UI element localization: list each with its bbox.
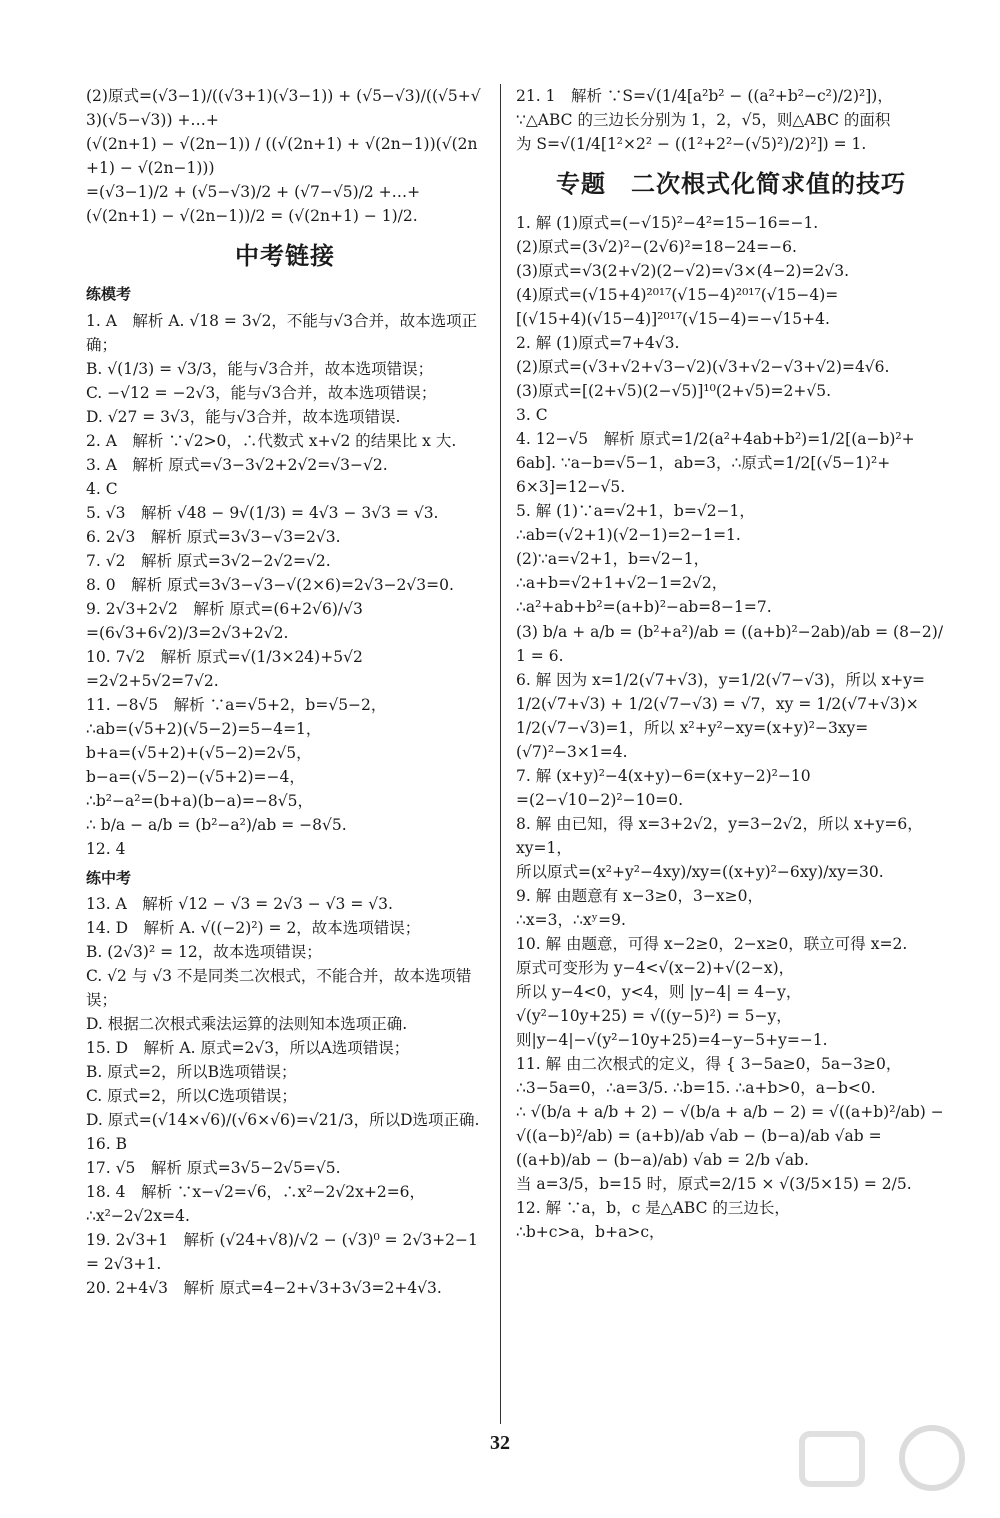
text-line: ∴ √(b/a + a/b + 2) − √(b/a + a/b − 2) = √((a+b)²/ab) −: [516, 1102, 944, 1121]
text-line: b−a=(√5−2)−(√5+2)=−4，: [86, 767, 305, 786]
text-line: D. 根据二次根式乘法运算的法则知本选项正确.: [86, 1015, 408, 1034]
text-line: 8. 0 解析 原式=3√3−√3−√(2×6)=2√3−2√3=0.: [86, 575, 454, 594]
answer-list-lianzhongkao: [86, 892, 484, 1300]
text-line: B. √(1/3) = √3/3，能与√3合并，故本选项错误；: [86, 359, 434, 378]
text-line: [(√15+4)(√15−4)]²⁰¹⁷(√15−4)=−√15+4.: [516, 310, 830, 329]
text-line: 6. 2√3 解析 原式=3√3−√3=2√3.: [86, 527, 341, 546]
text-line: 则|y−4|−√(y²−10y+25)=4−y−5+y=−1.: [516, 1030, 828, 1049]
text-line: 3. A 解析 原式=√3−3√2+2√2=√3−√2.: [86, 455, 388, 474]
text-line: 12. 4: [86, 839, 126, 858]
text-line: D. √27 = 3√3，能与√3合并，故本选项错误.: [86, 407, 401, 426]
text-line: 7. 解 (x+y)²−4(x+y)−6=(x+y−2)²−10: [516, 766, 811, 785]
section-title-zhongkao: 中考链接: [235, 242, 335, 271]
subheading-lianzhongkao: 练中考: [86, 868, 132, 887]
text-line: C. −√12 = −2√3，能与√3合并，故本选项错误；: [86, 383, 437, 402]
text-line: 4. C: [86, 479, 118, 498]
text-line: 19. 2√3+1 解析 (√24+√8)/√2 − (√3)⁰ = 2√3+2−1 = 2√3+1.: [86, 1231, 478, 1274]
text-line: ∴b²−a²=(b+a)(b−a)=−8√5，: [86, 791, 313, 810]
text-line: 16. B: [86, 1135, 127, 1154]
column-divider: [500, 84, 501, 1424]
text-line: 7. √2 解析 原式=3√2−2√2=√2.: [86, 551, 331, 570]
text-line: 10. 解 由题意，可得 x−2≥0，2−x≥0，联立可得 x=2.: [516, 934, 908, 953]
text-line: 11. 解 由二次根式的定义，得 { 3−5a≥0，5a−3≥0，: [516, 1054, 902, 1073]
text-line: 9. 2√3+2√2 解析 原式=(6+2√6)/√3: [86, 599, 363, 618]
left-intro: [86, 84, 484, 228]
text-line: 所以 y−4<0，y<4，则 |y−4| = 4−y，: [516, 982, 802, 1001]
text-line: D. 原式=(√14×√6)/(√6×√6)=√21/3，所以D选项正确.: [86, 1111, 480, 1130]
text-line: ((a+b)/ab − (b−a)/ab) √ab = 2/b √ab.: [516, 1150, 809, 1169]
text-line: 3. C: [516, 406, 548, 425]
text-line: 14. D 解析 A. √((−2)²) = 2，故本选项错误；: [86, 919, 421, 938]
text-line: (2)原式=(√3+√2+√3−√2)(√3+√2−√3+√2)=4√6.: [516, 358, 890, 377]
text-line: 1. A 解析 A. √18 = 3√2，不能与√3合并，故本选项正确；: [86, 311, 478, 354]
text-line: xy=1，: [516, 838, 572, 857]
text-line: ∴3−5a=0，∴a=3/5. ∴b=15. ∴a+b>0，a−b<0.: [516, 1078, 876, 1097]
text-line: ∴b+c>a，b+a>c，: [516, 1222, 665, 1241]
text-line: 当 a=3/5，b=15 时，原式=2/15 × √(3/5×15) = 2/5.: [516, 1174, 912, 1193]
text-line: 所以原式=(x²+y²−4xy)/xy=((x+y)²−6xy)/xy=30.: [516, 862, 884, 881]
text-line: 10. 7√2 解析 原式=√(1/3×24)+5√2: [86, 647, 363, 666]
text-line: 15. D 解析 A. 原式=2√3，所以A选项错误；: [86, 1039, 410, 1058]
text-line: (√(2n+1) − √(2n−1)) / ((√(2n+1) + √(2n−1))(√(2n+1) − √(2n−1))): [86, 135, 478, 178]
text-line: √((a−b)²/ab) = (a+b)/ab √ab − (b−a)/ab √ab =: [516, 1126, 882, 1145]
text-line: (√(2n+1) − √(2n−1))/2 = (√(2n+1) − 1)/2.: [86, 207, 418, 226]
answer-list-lianmokao: [86, 309, 484, 861]
text-line: =(2−√10−2)²−10=0.: [516, 790, 684, 809]
text-line: B. (2√3)² = 12，故本选项错误；: [86, 943, 322, 962]
text-line: 为 S=√(1/4[1²×2² − ((1²+2²−(√5)²)/2)²]) = 1.: [516, 135, 867, 154]
text-line: 20. 2+4√3 解析 原式=4−2+√3+3√3=2+4√3.: [86, 1279, 442, 1298]
text-line: ∴ab=(√2+1)(√2−1)=2−1=1.: [516, 526, 741, 545]
text-line: (2)原式=(√3−1)/((√3+1)(√3−1)) + (√5−√3)/((√5+√3)(√5−√3)) +…+: [86, 87, 481, 130]
answer-list-topic: [516, 211, 946, 1244]
watermark-logo: [782, 1414, 982, 1510]
text-line: 6×3]=12−√5.: [516, 478, 626, 497]
text-line: =(√3−1)/2 + (√5−√3)/2 + (√7−√5)/2 +…+: [86, 183, 421, 202]
section-title-topic: 专题 二次根式化简求值的技巧: [556, 170, 906, 199]
left-column: [86, 84, 484, 1300]
text-line: 13. A 解析 √12 − √3 = 2√3 − √3 = √3.: [86, 895, 393, 914]
text-line: (2)∵a=√2+1，b=√2−1，: [516, 550, 710, 569]
text-line: ∵△ABC 的三边长分别为 1，2，√5，则△ABC 的面积: [516, 111, 891, 130]
text-line: 2. A 解析 ∵√2>0，∴代数式 x+√2 的结果比 x 大.: [86, 431, 457, 450]
subheading-lianmokao: 练模考: [86, 285, 132, 304]
text-line: 21. 1 解析 ∵S=√(1/4[a²b² − ((a²+b²−c²)/2)²])，: [516, 87, 893, 105]
text-line: ∴a+b=√2+1+√2−1=2√2，: [516, 574, 728, 593]
text-line: 1/2(√7−√3)=1，所以 x²+y²−xy=(x+y)²−3xy=: [516, 718, 869, 737]
text-line: 1/2(√7+√3) + 1/2(√7−√3) = √7，xy = 1/2(√7+√3)×: [516, 694, 919, 713]
text-line: ∴ b/a − a/b = (b²−a²)/ab = −8√5.: [86, 815, 347, 834]
text-line: 原式可变形为 y−4<√(x−2)+√(2−x)，: [516, 958, 795, 977]
text-line: 1. 解 (1)原式=(−√15)²−4²=15−16=−1.: [516, 214, 819, 233]
text-line: 6ab]. ∵a−b=√5−1，ab=3，∴原式=1/2[(√5−1)²+: [516, 454, 891, 473]
text-line: =2√2+5√2=7√2.: [86, 671, 219, 690]
answer-list-q21: [516, 84, 946, 156]
text-line: 5. 解 (1)∵a=√2+1，b=√2−1，: [516, 502, 755, 521]
text-line: 9. 解 由题意有 x−3≥0，3−x≥0，: [516, 886, 763, 905]
text-line: 17. √5 解析 原式=3√5−2√5=√5.: [86, 1159, 341, 1178]
text-line: (2)原式=(3√2)²−(2√6)²=18−24=−6.: [516, 238, 797, 257]
text-line: 4. 12−√5 解析 原式=1/2(a²+4ab+b²)=1/2[(a−b)²+: [516, 430, 915, 449]
text-line: =(6√3+6√2)/3=2√3+2√2.: [86, 623, 289, 642]
text-line: (3) b/a + a/b = (b²+a²)/ab = ((a+b)²−2ab)/ab = (8−2)/1 = 6.: [516, 622, 944, 665]
text-line: 8. 解 由已知，得 x=3+2√2，y=3−2√2，所以 x+y=6，: [516, 814, 923, 833]
text-line: ∴x²−2√2x=4.: [86, 1207, 190, 1226]
text-line: C. 原式=2，所以C选项错误；: [86, 1087, 297, 1106]
right-column: [516, 84, 946, 1244]
text-line: (3)原式=√3(2+√2)(2−√2)=√3×(4−2)=2√3.: [516, 262, 850, 281]
text-line: ∴a²+ab+b²=(a+b)²−ab=8−1=7.: [516, 598, 772, 617]
page-number: 32: [490, 1432, 510, 1454]
text-line: 11. −8√5 解析 ∵a=√5+2，b=√5−2，: [86, 695, 387, 714]
text-line: ∴ab=(√5+2)(√5−2)=5−4=1，: [86, 719, 322, 738]
text-line: 12. 解 ∵a，b，c 是△ABC 的三边长，: [516, 1198, 790, 1217]
text-line: 5. √3 解析 √48 − 9√(1/3) = 4√3 − 3√3 = √3.: [86, 503, 439, 522]
text-line: 18. 4 解析 ∵x−√2=√6，∴x²−2√2x+2=6，: [86, 1183, 426, 1202]
text-line: B. 原式=2，所以B选项错误；: [86, 1063, 297, 1082]
text-line: (4)原式=(√15+4)²⁰¹⁷(√15−4)²⁰¹⁷(√15−4)=: [516, 286, 839, 305]
text-line: ∴x=3，∴xʸ=9.: [516, 910, 626, 929]
text-line: C. √2 与 √3 不是同类二次根式，不能合并，故本选项错误；: [86, 967, 472, 1010]
text-line: (3)原式=[(2+√5)(2−√5)]¹⁰(2+√5)=2+√5.: [516, 382, 832, 401]
text-line: √(y²−10y+25) = √((y−5)²) = 5−y，: [516, 1006, 792, 1025]
text-line: b+a=(√5+2)+(√5−2)=2√5，: [86, 743, 312, 762]
text-line: 6. 解 因为 x=1/2(√7+√3)，y=1/2(√7−√3)，所以 x+y=: [516, 670, 925, 689]
text-line: (√7)²−3×1=4.: [516, 742, 628, 761]
text-line: 2. 解 (1)原式=7+4√3.: [516, 334, 680, 353]
